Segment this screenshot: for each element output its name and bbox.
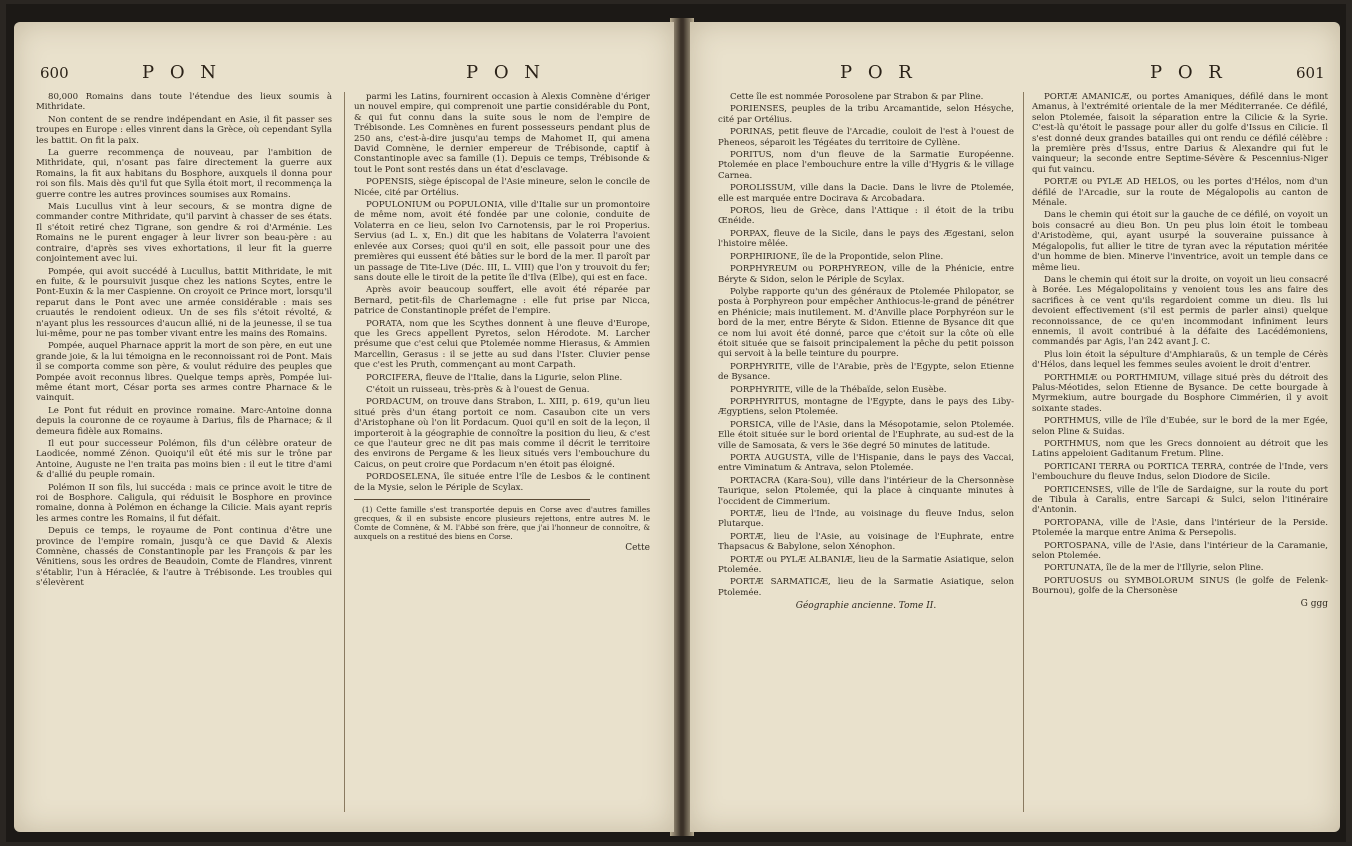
paragraph: PORTICANI TERRA ou PORTICA TERRA, contrée de l'Inde, vers l'embouchure du fleuve Indus, selon Diodore de Sicile.	[1032, 461, 1328, 483]
paragraph: PORTÆ, lieu de l'Asie, au voisinage de l'Euphrate, entre Thapsacus & Babylone, selon Xénophon.	[718, 531, 1014, 553]
paragraph: PORIENSES, peuples de la tribu Arcamantide, selon Hésyche, cité par Ortélius.	[718, 104, 1014, 125]
paragraph: PORTÆ ou PYLÆ ALBANIÆ, lieu de la Sarmatie Asiatique, selon Ptolemée.	[718, 554, 1014, 576]
signature-line: Géographie ancienne. Tome II.	[795, 601, 937, 612]
right-column-2	[1032, 92, 1328, 812]
paragraph: Pompée, qui avoit succédé à Lucullus, battit Mithridate, le mit en fuite, & le poursuivit jusque chez les nations Scytes, entre le Pont-Euxin & la mer Caspienne. On croyoit ce Prince mort, lorsqu'il reparut dans le Pont avec une armée considérable : mais ses cruautés le rendoient odieux. Un de ses fils s'étoit révolté, & n'ayant plus les ressources d'aucun allié, ni de la jeunesse, il se tua lui-même, pour ne pas tomber vivant entre les mains des Romains.	[36, 266, 332, 339]
paragraph: PORTÆ ou PYLÆ AD HELOS, ou les portes d'Hélos, nom d'un défilé de l'Arcadie, sur la route de Mégalopolis au canton de Ménale.	[1032, 177, 1328, 209]
column-divider	[1023, 92, 1024, 812]
paragraph: Après avoir beaucoup souffert, elle avoit été réparée par Bernard, petit-fils de Charlemagne : elle fut prise par Nicca, patrice de Constantinople préfet de l'empire.	[354, 285, 650, 317]
paragraph: POROS, lieu de Grèce, dans l'Attique : il étoit de la tribu Œnéide.	[718, 206, 1014, 227]
paragraph: Polémon II son fils, lui succéda : mais ce prince avoit le titre de roi de Bosphore. Caligula, qui réduisit le Bosphore en province romaine, donna à Polémon en échange la Cilicie. Mais ayant repris les armes contre les Romains, il fut défait.	[36, 482, 332, 524]
paragraph: La guerre recommença de nouveau, par l'ambition de Mithridate, qui, n'osant pas faire directement la guerre aux Romains, la fit aux habitans du Bosphore, auxquels il donna pour roi son fils. Mais dès qu'il fut que Sylla étoit mort, il recommença la guerre contre les autres provinces soumises aux Romains.	[36, 148, 332, 200]
left-header-keyword-right: P O N	[466, 62, 546, 83]
paragraph: PORTÆ SARMATICÆ, lieu de la Sarmatie Asiatique, selon Ptolemée.	[718, 577, 1014, 598]
paragraph: POROLISSUM, ville dans la Dacie. Dans le livre de Ptolemée, elle est marquée entre Docirava & Arcobadara.	[718, 183, 1014, 204]
paragraph: PORTOPANA, ville de l'Asie, dans l'intérieur de la Perside. Ptolemée la marque entre Anima & Persepolis.	[1032, 517, 1328, 539]
paragraph: Cette île est nommée Porosolene par Strabon & par Pline.	[730, 92, 984, 102]
right-page-number: 601	[1296, 64, 1325, 82]
paragraph: PORPAX, fleuve de la Sicile, dans le pays des Ægestani, selon l'histoire mêlée.	[718, 228, 1014, 250]
paragraph: Polybe rapporte qu'un des généraux de Ptolemée Philopator, se posta à Porphyreon pour empêcher Anthiocus-le-grand de pénétrer en Phénicie; mais inutilement. M. d'Anville place Porphyréon sur le bord de la mer, entre Béryte & Sidon. Etienne de Bysance dit que ce nom lui avoit été donné, parce que c'étoit sur la côte où elle étoit située que se faisoit principalement la pêche du petit poisson qui servoit à la belle teinture du pourpre.	[718, 286, 1014, 360]
paragraph: PORTUOSUS ou SYMBOLORUM SINUS (le golfe de Felenk-Bournou), golfe de la Chersonèse	[1032, 575, 1328, 597]
paragraph: PORPHIRIONE, île de la Propontide, selon Pline.	[730, 251, 944, 262]
paragraph: parmi les Latins, fournirent occasion à Alexis Comnène d'ériger un nouvel empire, qui comprenoit une partie considérable du Pont, & qui fut connu dans la suite sous le nom de l'empire de Trébisonde. Les Comnènes en furent possesseurs pendant plus de 250 ans, c'est-à-dire jusqu'au temps de Mahomet II, qui amena David Comnène, le dernier empereur de Trébisonde, captif à Constantinople avec sa famille (1). Depuis ce temps, Trébisonde & tout le Pont sont restés dans un état d'esclavage.	[354, 92, 650, 175]
left-header-keyword: P O N	[142, 62, 222, 83]
paragraph: PORTICENSES, ville de l'île de Sardaigne, sur la route du port de Tibula à Caralis, entre Sarcapi & Sulci, selon l'itinéraire d'Antonin.	[1032, 484, 1328, 516]
paragraph: PORDOSELENA, île située entre l'île de Lesbos & le continent de la Mysie, selon le Périple de Scylax.	[354, 472, 650, 493]
right-header-keyword-left: P O R	[840, 62, 917, 83]
footnote-rule	[354, 499, 590, 500]
left-running-head	[14, 62, 674, 86]
paragraph: PORPHYRITUS, montagne de l'Egypte, dans le pays des Liby-Ægyptiens, selon Ptolemée.	[718, 396, 1014, 418]
paragraph: PORTHMUS, nom que les Grecs donnoient au détroit que les Latins appeloient Gaditanum Fretum. Pline.	[1032, 439, 1328, 460]
column-divider	[344, 92, 345, 812]
catchword: Cette	[625, 543, 650, 554]
paragraph: Mais Lucullus vint à leur secours, & se montra digne de commander contre Mithridate, qu'il parvint à chasser de ses états. Il s'étoit retiré chez Tigrane, son gendre & roi d'Arménie. Les Romains ne le purent engager à leur livrer son beau-père : au contraire, d'après ses vives exhortations, il leur fit la guerre conjointement avec lui.	[36, 202, 332, 265]
paragraph: Le Pont fut réduit en province romaine. Marc-Antoine donna depuis la couronne de ce royaume à Darius, fils de Pharnace; & il demeura fidèle aux Romains.	[36, 405, 332, 437]
paragraph: Dans le chemin qui étoit sur la gauche de ce défilé, on voyoit un bois consacré au dieu Bon. Un peu plus loin étoit le tombeau d'Aristodème, qui, ayant usurpé la souveraine puissance à Mégalopolis, fut allier le titre de tyran avec la réputation méritée d'un homme de bien. Minerve l'inventrice, avoit un temple dans ce même lieu.	[1032, 210, 1328, 273]
paragraph: PORTA AUGUSTA, ville de l'Hispanie, dans le pays des Vaccai, entre Viminatum & Antrava, selon Ptolemée.	[718, 453, 1014, 474]
right-page	[690, 22, 1340, 832]
right-running-head	[690, 62, 1340, 86]
paragraph: PORTÆ, lieu de l'Inde, au voisinage du fleuve Indus, selon Plutarque.	[718, 509, 1014, 530]
paragraph: Non content de se rendre indépendant en Asie, il fit passer ses troupes en Europe : elles vinrent dans la Grèce, où cependant Sylla les battit. On fit la paix.	[36, 114, 332, 146]
left-column-2	[354, 92, 650, 812]
paragraph: PORTACRA (Kara-Sou), ville dans l'intérieur de la Chersonnèse Taurique, selon Ptolemée, qui la place à cinquante minutes à l'occident de Cimmerium.	[718, 475, 1014, 507]
paragraph: PORTHMUS, ville de l'île d'Eubée, sur le bord de la mer Egée, selon Pline & Suidas.	[1032, 416, 1328, 437]
left-column-1	[36, 92, 332, 812]
paragraph: C'étoit un ruisseau, très-près & à l'ouest de Genua.	[366, 384, 590, 395]
paragraph: PORTÆ AMANICÆ, ou portes Amaniques, défilé dans le mont Amanus, à l'extrémité orientale de la mer Méditerranée. Ce défilé, selon Ptolemée, faisoit la séparation entre la Cilicie & la Syrie. C'est-là qu'étoit le passage pour aller du golfe d'Issus en Cilicie. Il s'est donné deux grandes batailles qui ont rendu ce défilé célèbre : la première près d'Issus, entre Darius & Alexandre qui fut le vainqueur; la seconde entre Septime-Sévère & Pescennius-Niger qui fut vaincu.	[1032, 92, 1328, 175]
paragraph: PORPHYREUM ou PORPHYREON, ville de la Phénicie, entre Béryte & Sidon, selon le Périple de Scylax.	[718, 264, 1014, 285]
paragraph: PORCIFERA, fleuve de l'Italie, dans la Ligurie, selon Pline.	[366, 372, 623, 383]
paragraph: PORDACUM, on trouve dans Strabon, L. XIII, p. 619, qu'un lieu situé près d'un étang portoit ce nom. Casaubon cite un vers d'Aristophane où l'on lit Pordacum. Quoi qu'il en soit de la leçon, il importeroit à la géographie de connoître la position du lieu, & c'est ce que l'auteur grec ne dit pas mais comme il décrit le territoire des environs de Pergame & les lieux situés vers l'embouchure du Caicus, on peut croire que Pordacum n'en étoit pas éloigné.	[354, 397, 650, 470]
paragraph: PORSICA, ville de l'Asie, dans la Mésopotamie, selon Ptolemée. Elle étoit située sur le bord oriental de l'Euphrate, au sud-est de la ville de Samosata, & vers le 36e degré 50 minutes de latitude.	[718, 419, 1014, 451]
footnote: (1) Cette famille s'est transportée depuis en Corse avec d'autres familles grecques, & il en subsiste encore plusieurs rejettons, entre autres M. le Comte de Comnène, & M. l'Abbé son frère, que j'ai l'honneur de connoître, & auxquels on a restitué des biens en Corse.	[354, 505, 650, 542]
right-column-1	[718, 92, 1014, 812]
paragraph: PORINAS, petit fleuve de l'Arcadie, couloit de l'est à l'ouest de Pheneos, séparoit les Tégéates du territoire de Cyllène.	[718, 127, 1014, 148]
left-page	[14, 22, 674, 832]
paragraph: 80,000 Romains dans toute l'étendue des lieux soumis à Mithridate.	[36, 92, 332, 113]
paragraph: POPENSIS, siège épiscopal de l'Asie mineure, selon le concile de Nicée, cité par Ortélius.	[354, 177, 650, 198]
paragraph: Depuis ce temps, le royaume de Pont continua d'être une province de l'empire romain, jusqu'à ce que David & Alexis Comnène, chassés de Constantinople par les François & par les Vénitiens, sous les ordres de Beaudoin, Comte de Flandres, vinrent s'établir, l'un à Héraclée, & l'autre à Trébisonde. Les troubles qui s'élevèrent	[36, 526, 332, 589]
paragraph: PORTHMIÆ ou PORTHMIUM, village situé près du détroit des Palus-Méotides, selon Etienne de Bysance. De cette bourgade à Myrmekium, autre bourgade du Bosphore Cimmérien, il y avoit soixante stades.	[1032, 372, 1328, 414]
paragraph: PORTOSPANA, ville de l'Asie, dans l'intérieur de la Caramanie, selon Ptolemée.	[1032, 540, 1328, 562]
paragraph: POPULONIUM ou POPULONIA, ville d'Italie sur un promontoire de même nom, avoit été fondée par une colonie, conduite de Volaterra en ce lieu, selon Ivo Carnotensis, par le roi Properius. Servius (ad L. x, En.) dit que les habitans de Volaterra l'avoient enlevée aux Corses; quoi qu'il en soit, elle passoit pour une des premières qui eussent été bâties sur le bord de la mer. Il paroît par un passage de Tite-Live (Déc. III, L. VIII) que l'on y trouvoit du fer; sans doute elle le tiroit de la petite île d'Ilva (Elbe), qui est en face.	[354, 200, 650, 283]
paragraph: Plus loin étoit la sépulture d'Amphiaraüs, & un temple de Cérès d'Hélos, dans lequel les femmes seules avoient le droit d'entrer.	[1032, 349, 1328, 371]
paragraph: Il eut pour successeur Polémon, fils d'un célèbre orateur de Laodicée, nommé Zénon. Quoiqu'il eût été mis sur le trône par Antoine, Auguste ne l'en traita pas moins bien : il eut le titre d'ami & d'allié du peuple romain.	[36, 439, 332, 481]
signature-mark: G ggg	[1300, 598, 1328, 609]
paragraph: PORITUS, nom d'un fleuve de la Sarmatie Européenne. Ptolemée en place l'embouchure entre la ville d'Hygris & le village Carnea.	[718, 150, 1014, 181]
book-spread	[6, 4, 1346, 842]
left-page-number: 600	[40, 64, 69, 82]
paragraph: PORATA, nom que les Scythes donnent à une fleuve d'Europe, que les Grecs appellent Pyretos, selon Hérodote. M. Larcher présume que c'est celui que Ptolemée nomme Hierasus, & Ammien Marcellin, Gerasus : il se jette au sud dans l'Ister. Cluvier pense que c'est les Pruth, commençant au mont Carpath.	[354, 318, 650, 371]
paragraph: PORPHYRITE, ville de l'Arabie, près de l'Egypte, selon Etienne de Bysance.	[718, 361, 1014, 383]
paragraph: PORPHYRITE, ville de la Thébaïde, selon Eusèbe.	[730, 384, 947, 395]
right-header-keyword: P O R	[1150, 62, 1227, 83]
paragraph: Pompée, auquel Pharnace apprit la mort de son père, en eut une grande joie, & la lui témoigna en le reconnoissant roi de Pont. Mais il se comporta comme son père, & voulut réduire des peuples que Pompée avoit reconnus libres. Quelque temps après, Pompée lui-même étant mort, César porta ses armes contre Pharnace & le vainquit.	[36, 341, 332, 404]
paragraph: Dans le chemin qui étoit sur la droite, on voyoit un lieu consacré à Borée. Les Mégalopolitains y venoient tous les ans faire des sacrifices à ce vent qu'ils regardoient comme un dieu. Ils lui devoient effectivement (s'il est permis de parler ainsi) quelque reconnoissance, de ce qu'en incommodant infiniment leurs ennemis, il avoit contribué à la défaite des Lacédémoniens, commandés par Agis, l'an 242 avant J. C.	[1032, 274, 1328, 348]
paragraph: PORTUNATA, île de la mer de l'Illyrie, selon Pline.	[1044, 563, 1264, 574]
